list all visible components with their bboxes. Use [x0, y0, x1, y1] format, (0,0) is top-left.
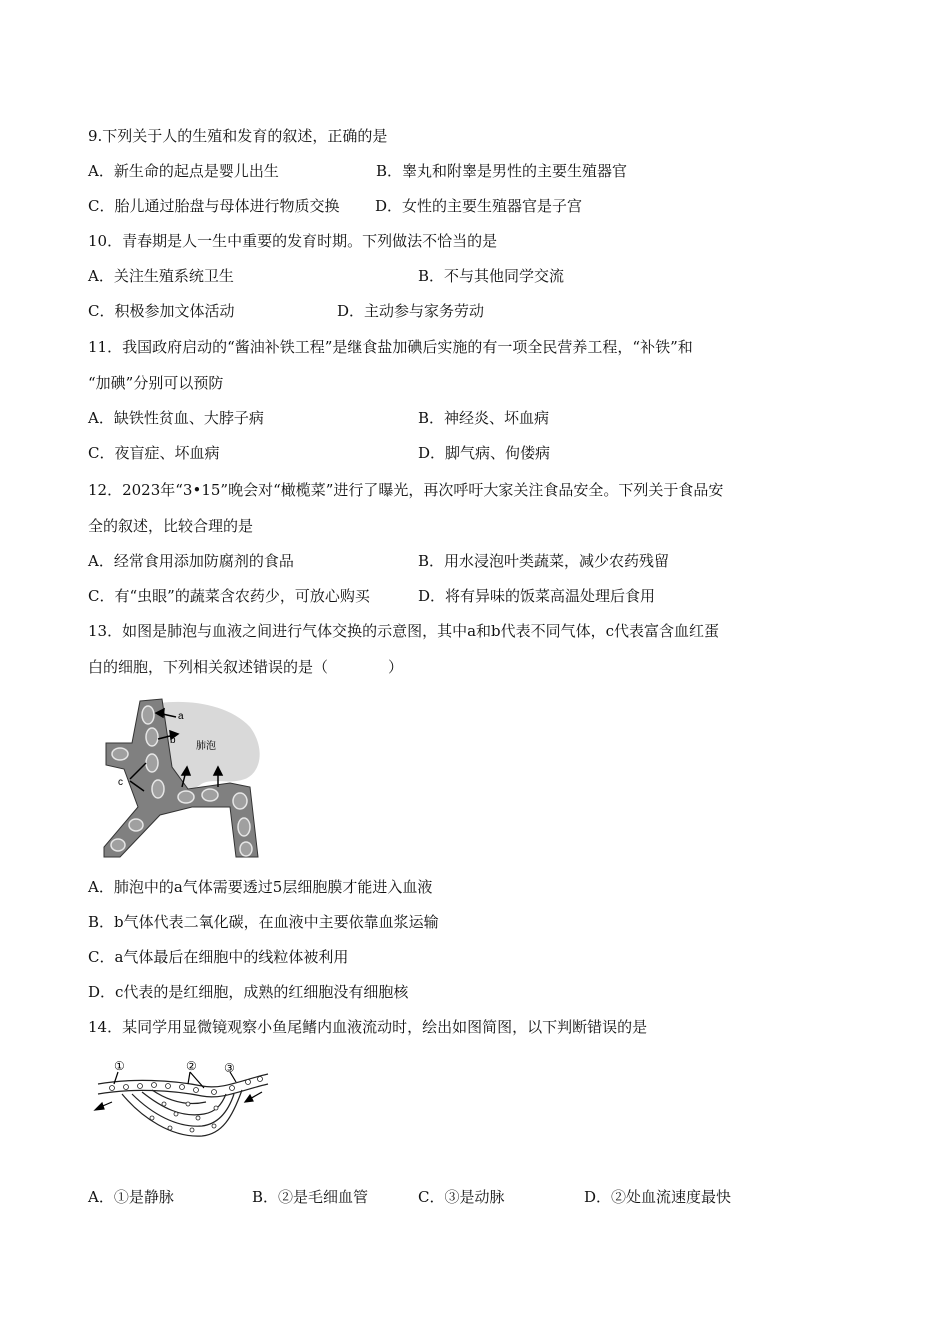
q14-option-a: A．①是静脉 — [88, 1188, 174, 1206]
vessels — [98, 1074, 268, 1136]
q12-option-c: C．有“虫眼”的蔬菜含农药少，可放心购买 — [88, 587, 370, 605]
q13-stem-line1: 13．如图是肺泡与血液之间进行气体交换的示意图，其中a和b代表不同气体，c代表富含血红蛋 — [88, 622, 720, 640]
alveolus-gas-exchange-figure — [100, 697, 270, 861]
q11-option-c: C．夜盲症、坏血病 — [88, 444, 220, 462]
q12-option-d: D．将有异味的饭菜高温处理后食用 — [418, 587, 656, 605]
label-3: ③ — [224, 1061, 235, 1075]
blood-cells — [110, 1077, 263, 1133]
q13-stem-line2: 白的细胞，下列相关叙述错误的是（ ） — [88, 658, 404, 676]
label-b: b — [170, 735, 176, 746]
fish-tail-blood-flow-figure — [92, 1058, 270, 1144]
q13-option-d: D．c代表的是红细胞，成熟的红细胞没有细胞核 — [88, 983, 409, 1001]
q11-option-b: B．神经炎、坏血病 — [418, 409, 550, 427]
q11-option-a: A．缺铁性贫血、大脖子病 — [88, 409, 264, 427]
q10-option-a: A．关注生殖系统卫生 — [88, 267, 234, 285]
q11-stem-line1: 11．我国政府启动的“酱油补铁工程”是继食盐加碘后实施的有一项全民营养工程，“补铁”和 — [88, 338, 693, 356]
label-2: ② — [186, 1059, 197, 1073]
q14-option-d: D．②处血流速度最快 — [584, 1188, 732, 1206]
q10-option-d: D．主动参与家务劳动 — [337, 302, 485, 320]
q13-option-a: A．肺泡中的a气体需要透过5层细胞膜才能进入血液 — [88, 878, 433, 896]
q9-option-c: C．胎儿通过胎盘与母体进行物质交换 — [88, 197, 340, 215]
q13-option-b: B．b气体代表二氧化碳，在血液中主要依靠血浆运输 — [88, 913, 439, 931]
q14-option-b: B．②是毛细血管 — [252, 1188, 369, 1206]
q12-option-b: B．用水浸泡叶类蔬菜，减少农药残留 — [418, 552, 670, 570]
q10-option-b: B．不与其他同学交流 — [418, 267, 565, 285]
q12-option-a: A．经常食用添加防腐剂的食品 — [88, 552, 294, 570]
q12-stem-line2: 全的叙述，比较合理的是 — [88, 517, 254, 535]
q9-option-d: D．女性的主要生殖器官是子宫 — [375, 197, 583, 215]
q12-stem-line1: 12．2023年“3•15”晚会对“橄榄菜”进行了曝光，再次呼吁大家关注食品安全。下列关于食品安 — [88, 481, 724, 499]
q10-stem: 10．青春期是人一生中重要的发育时期。下列做法不恰当的是 — [88, 232, 498, 250]
q13-option-c: C．a气体最后在细胞中的线粒体被利用 — [88, 948, 349, 966]
label-alveolus: 肺泡 — [196, 741, 216, 752]
q9-option-b: B．睾丸和附睾是男性的主要生殖器官 — [376, 162, 628, 180]
q9-stem: 9.下列关于人的生殖和发育的叙述，正确的是 — [88, 127, 388, 145]
q14-stem: 14．某同学用显微镜观察小鱼尾鳍内血液流动时，绘出如图简图，以下判断错误的是 — [88, 1018, 648, 1036]
label-1: ① — [114, 1059, 125, 1073]
q11-option-d: D．脚气病、佝偻病 — [418, 444, 551, 462]
label-c: c — [118, 777, 123, 788]
q11-stem-line2: “加碘”分别可以预防 — [88, 374, 224, 392]
label-a: a — [178, 711, 184, 722]
q14-option-c: C．③是动脉 — [418, 1188, 505, 1206]
q9-option-a: A．新生命的起点是婴儿出生 — [88, 162, 279, 180]
q10-option-c: C．积极参加文体活动 — [88, 302, 235, 320]
